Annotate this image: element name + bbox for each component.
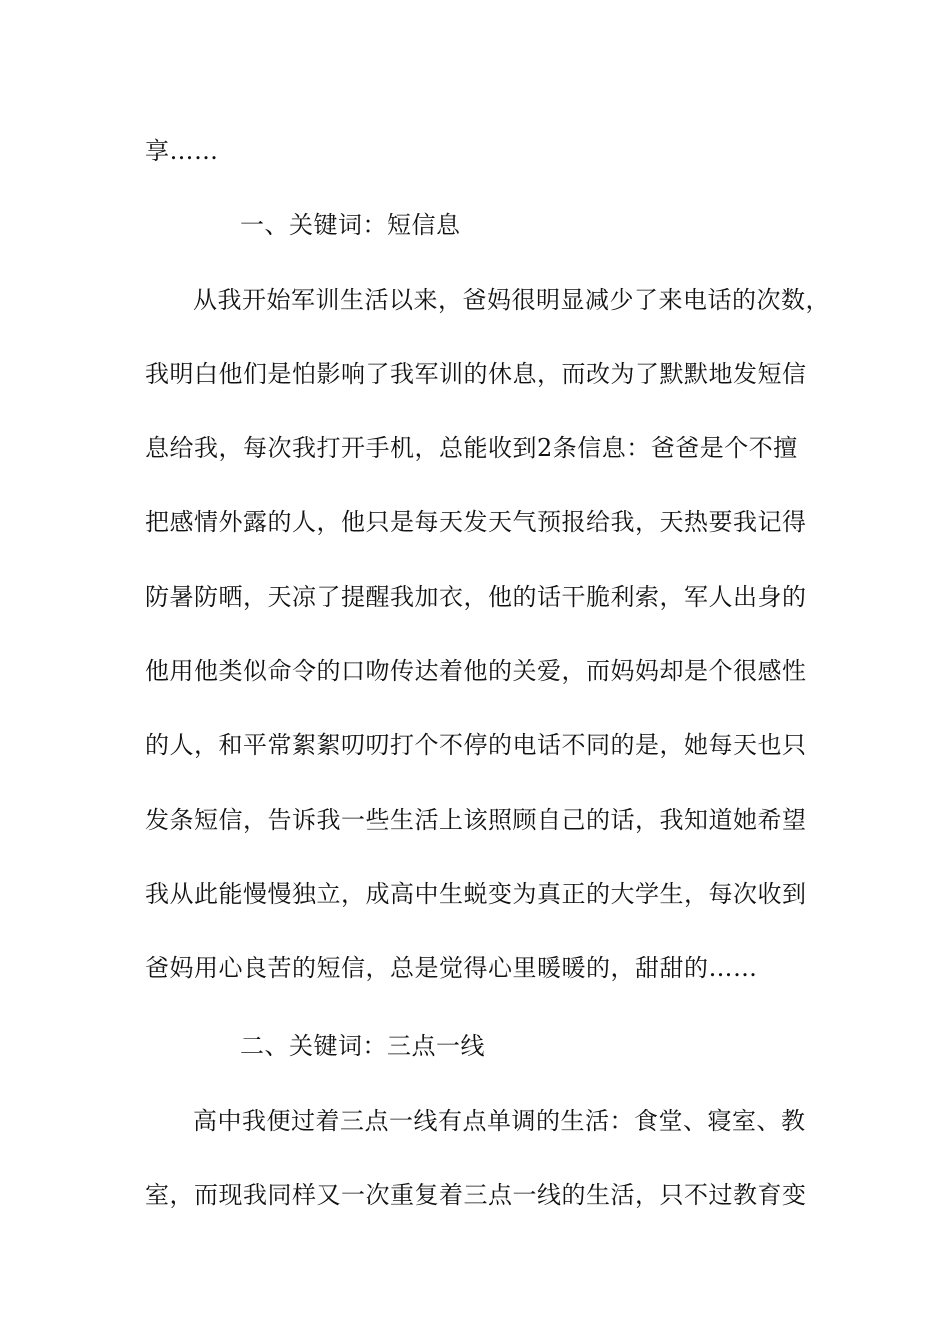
paragraph-line: 他用他类似命令的口吻传达着他的关爱，而妈妈却是个很感性 [145,657,807,685]
paragraph-line: 息给我，每次我打开手机，总能收到2条信息：爸爸是个不擅 [145,434,798,462]
paragraph-line: 从我开始军训生活以来，爸妈很明显减少了来电话的次数， [193,286,830,314]
paragraph-line: 防暑防晒，天凉了提醒我加衣，他的话干脆利索，军人出身的 [145,583,807,611]
paragraph-line: 发条短信，告诉我一些生活上该照顾自己的话，我知道她希望 [145,806,807,834]
paragraph-line: 室，而现我同样又一次重复着三点一线的生活，只不过教育变 [145,1181,807,1209]
paragraph-line: 高中我便过着三点一线有点单调的生活：食堂、寝室、教 [193,1107,806,1135]
paragraph-line: 我从此能慢慢独立，成高中生蜕变为真正的大学生，每次收到 [145,880,807,908]
paragraph-line: 我明白他们是怕影响了我军训的休息，而改为了默默地发短信 [145,360,807,388]
paragraph-line: 的人，和平常絮絮叨叨打个不停的电话不同的是，她每天也只 [145,731,807,759]
section-heading-three-points: 二、关键词：三点一线 [240,1032,485,1060]
section-heading-sms: 一、关键词：短信息 [240,211,461,239]
text-line: 享…… [145,137,219,165]
paragraph-line: 爸妈用心良苦的短信，总是觉得心里暖暖的，甜甜的…… [145,954,758,982]
paragraph-line: 把感情外露的人，他只是每天发天气预报给我，天热要我记得 [145,508,807,536]
